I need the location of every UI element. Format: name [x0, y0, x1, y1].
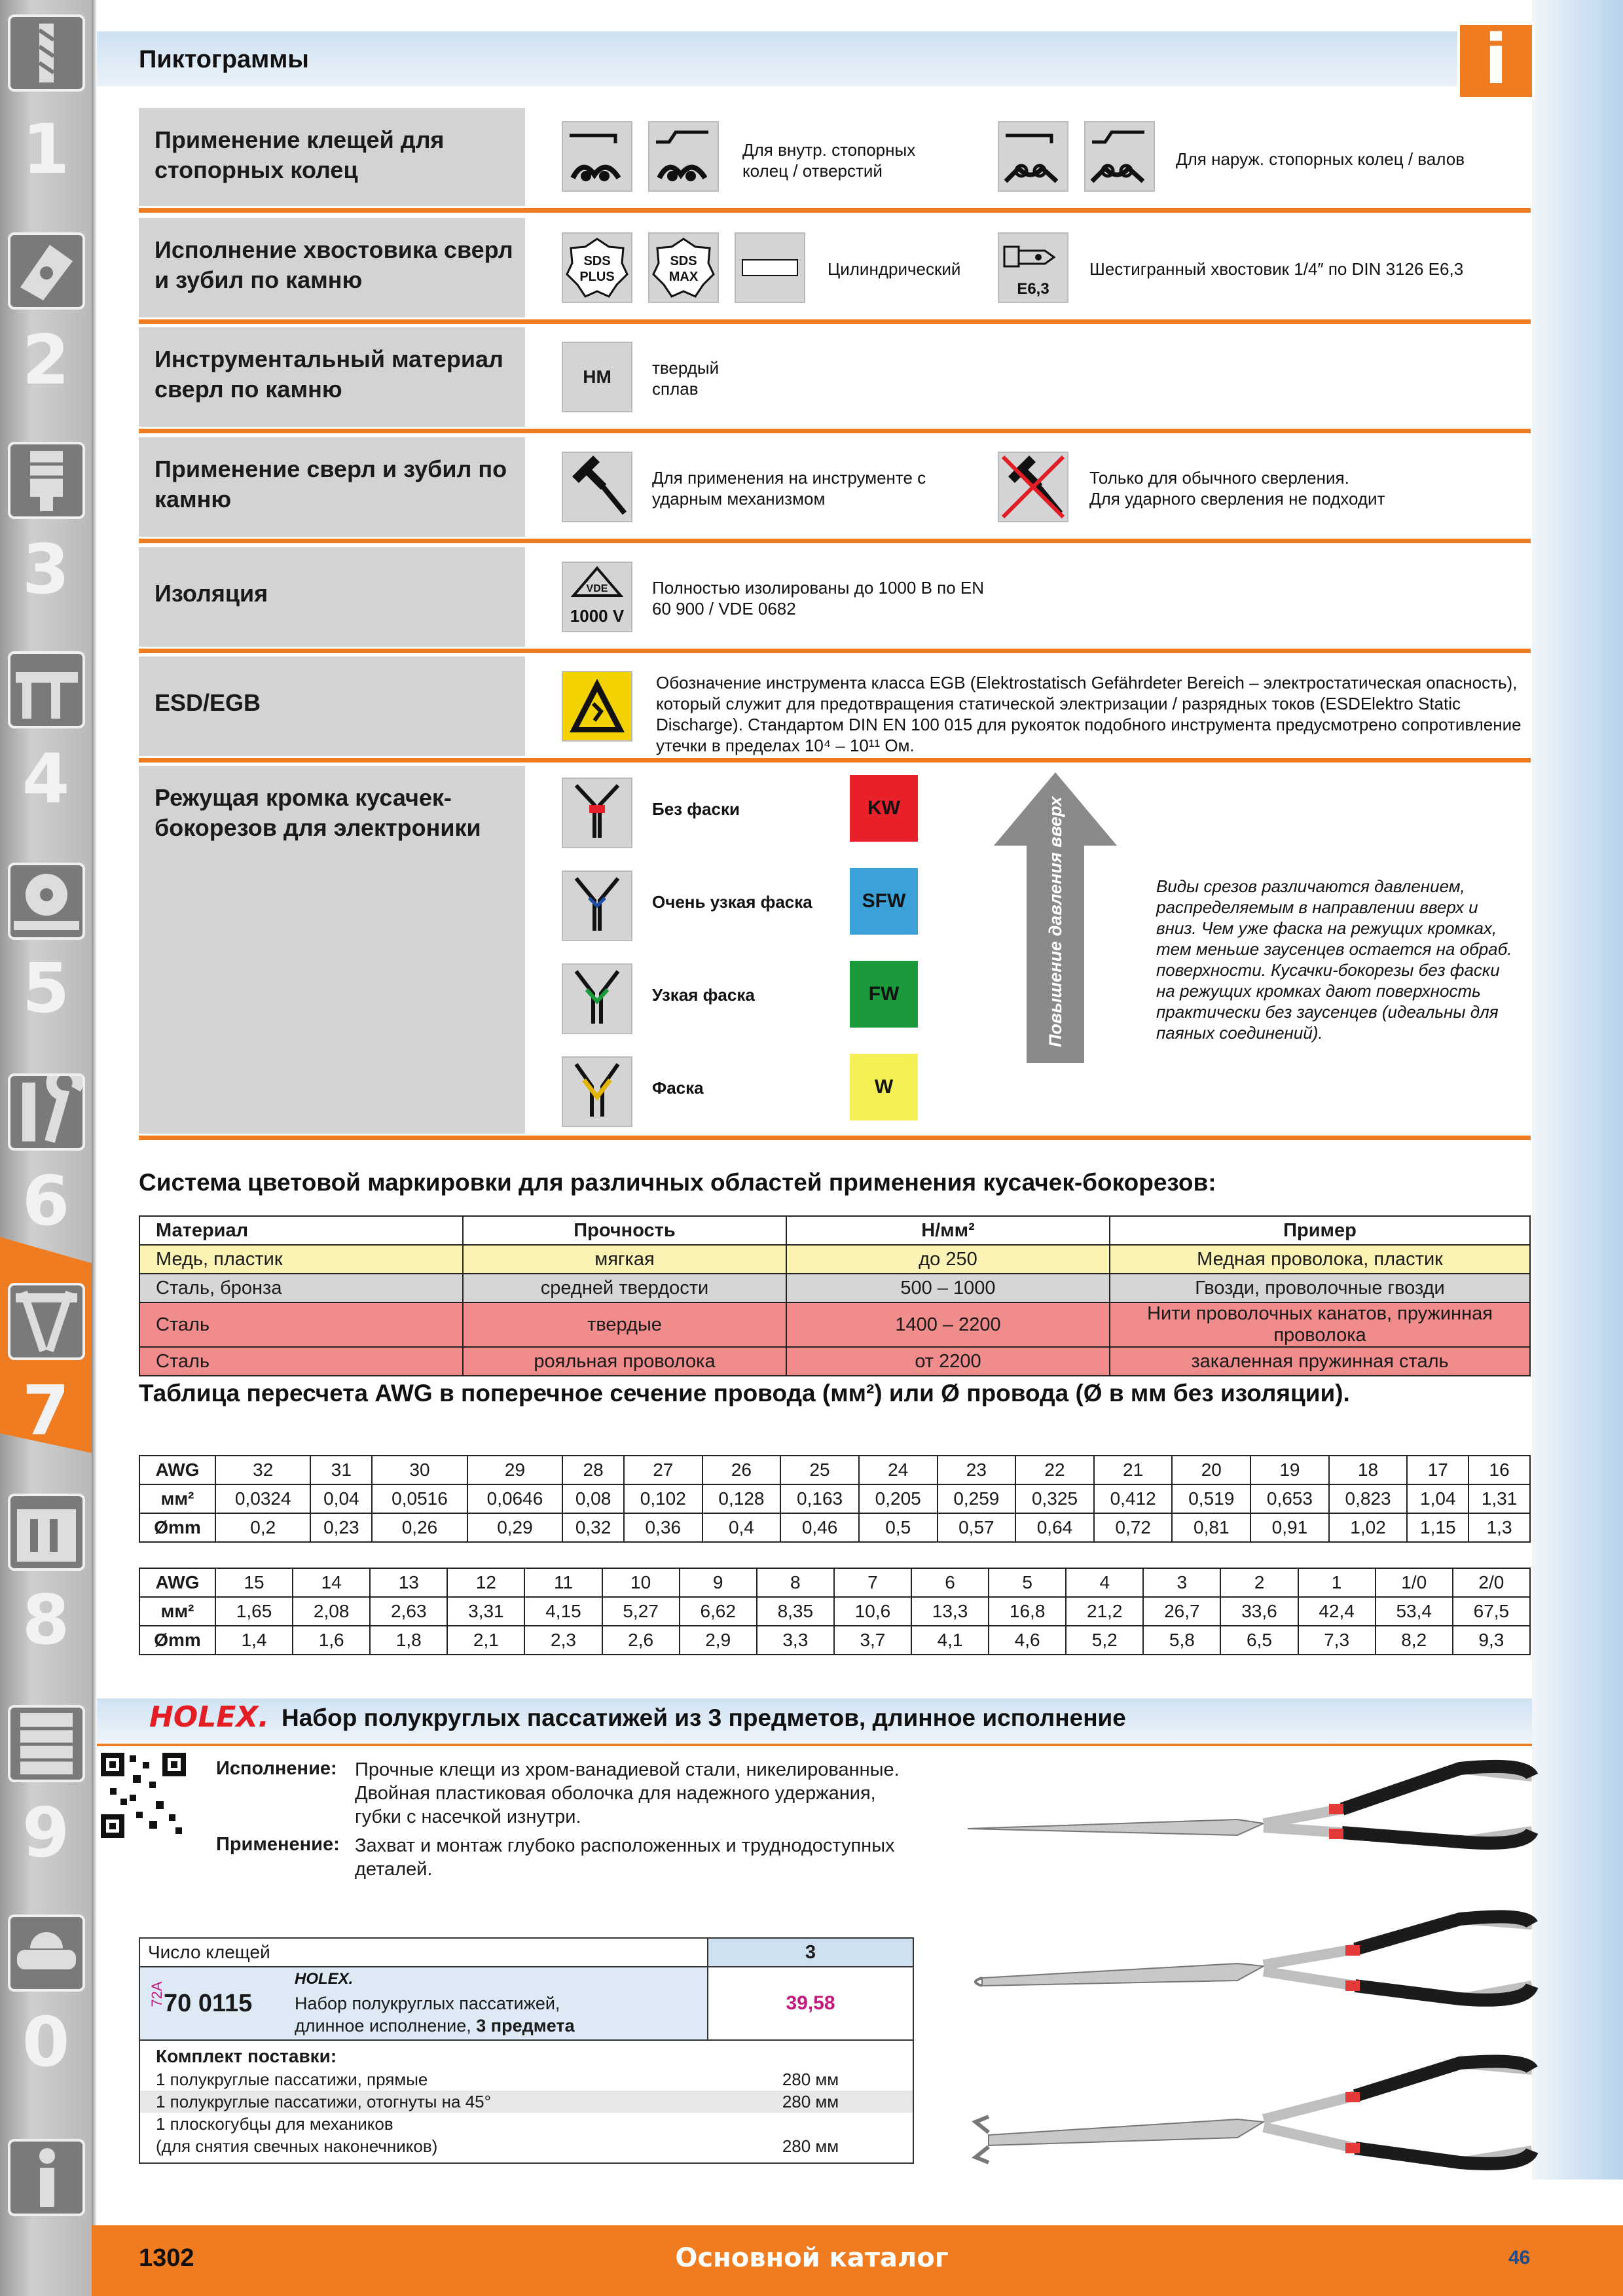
awg-cell: 21 [1094, 1456, 1173, 1484]
cylindrical-text: Цилиндрический [828, 259, 961, 279]
kit-item [140, 2068, 913, 2090]
awg-cell: 0,91 [1250, 1513, 1329, 1542]
awg-cell: 0,128 [702, 1484, 781, 1513]
product-header-line [97, 1744, 1532, 1746]
table-row [139, 1245, 1530, 1274]
awg-cell: 19 [1250, 1456, 1329, 1484]
edge-code-sfw: SFW [850, 868, 918, 935]
page-number: 1302 [139, 2244, 194, 2272]
awg-cell: 30 [372, 1456, 467, 1484]
awg-row-label: AWG [139, 1568, 215, 1597]
carbide-text: твердый сплав [652, 358, 720, 399]
toolbox-icon[interactable] [8, 1494, 85, 1571]
awg-cell: 0,205 [859, 1484, 938, 1513]
qr-code[interactable] [97, 1749, 190, 1842]
awg-cell: 23 [938, 1456, 1016, 1484]
kit-item-size: 280 мм [782, 2092, 839, 2111]
awg-cell: 22 [1015, 1456, 1094, 1484]
awg-cell: 0,72 [1094, 1513, 1173, 1542]
row-label: Применение сверл и зубил по камню [139, 437, 525, 537]
row-label: Режущая кромка кусачек-бокорезов для электроники [139, 766, 525, 1134]
kit-item [140, 2090, 913, 2113]
row-label: Инструментальный материал сверл по камню [139, 327, 525, 427]
table-cell: рояльная проволока [463, 1347, 786, 1376]
edge-note: Виды срезов различаются давлением, распределяемым в направлении вверх и вниз. Чем уже фаска на режущих кромках, тем меньше заусенцев остается на обраб. поверхности. Кусачки-бокорезы без фаски на режущих кромках дают поверхность практически без заусенцев (идеальны для паяных соединений). [1156, 876, 1512, 1043]
col-header: Пример [1110, 1216, 1530, 1245]
safety-gear-icon[interactable] [8, 1914, 85, 1992]
table-cell: Сталь [139, 1302, 463, 1347]
awg-cell: 4,15 [524, 1597, 602, 1626]
chapter-number-7[interactable]: 7 [22, 1371, 70, 1450]
awg-row-awg [139, 1456, 1530, 1484]
article-desc-line-1: Набор полукруглых пассатижей, [295, 1994, 560, 2013]
exec-text: Прочные клещи из хром-ванадиевой стали, никелированные. Двойная пластиковая оболочка для надежного удержания, губки с насечкой изнутри. [355, 1759, 900, 1827]
edge-name-2: Узкая фаска [652, 985, 755, 1005]
row-drill-application [139, 437, 1531, 537]
holex-small-logo: HOLEX. [295, 1970, 354, 1988]
color-table-title: Система цветовой маркировки для различных областей применения кусачек-бокорезов: [139, 1169, 1216, 1196]
awg-cell: 24 [859, 1456, 938, 1484]
table-cell: 1400 – 2200 [786, 1302, 1110, 1347]
chapter-number-0[interactable]: 0 [22, 2002, 70, 2082]
col-header: Прочность [463, 1216, 786, 1245]
cutting-insert-icon[interactable] [8, 232, 85, 310]
awg-cell: 26 [702, 1456, 781, 1484]
chapter-number-9[interactable]: 9 [22, 1793, 70, 1873]
awg-cell: 5,27 [602, 1597, 680, 1626]
pliers-mechanics [976, 2062, 1532, 2164]
awg-row-dia [139, 1626, 1530, 1655]
edge-code-fw: FW [850, 961, 918, 1028]
info-tab[interactable] [1457, 22, 1535, 99]
awg-cell: 0,36 [624, 1513, 702, 1542]
external-circlip-text: Для наруж. стопорных колец / валов [1176, 149, 1465, 169]
edge-code-w: W [850, 1054, 918, 1121]
row-divider [139, 539, 1531, 543]
svg-text:SDS: SDS [670, 254, 697, 268]
awg-cell: 21,2 [1066, 1597, 1143, 1626]
awg-row-label: Ømm [139, 1513, 215, 1542]
info-icon[interactable] [8, 2139, 85, 2216]
external-circlip-angled-icon [1084, 121, 1155, 192]
chapter-number-2[interactable]: 2 [22, 320, 70, 400]
kit-item-size: 280 мм [782, 2136, 839, 2156]
table-cell: Медь, пластик [139, 1245, 463, 1274]
awg-cell: 1/0 [1376, 1568, 1453, 1597]
awg-cell: 0,64 [1015, 1513, 1094, 1542]
article-desc-line-2 [295, 2015, 575, 2037]
pliers-icon[interactable] [8, 1283, 85, 1360]
chapter-number-3[interactable]: 3 [22, 529, 70, 609]
awg-cell: 5,2 [1066, 1626, 1143, 1655]
no-impact-line-1: Только для обычного сверления. [1089, 468, 1349, 488]
row-circlip-pliers [139, 108, 1531, 206]
kit-list [140, 2068, 913, 2157]
awg-cell: 2,63 [370, 1597, 447, 1626]
very-narrow-bevel-icon [562, 870, 632, 941]
article-desc-3: 3 предмета [476, 2016, 575, 2036]
awg-cell: 6,62 [680, 1597, 757, 1626]
kit-item [140, 2135, 913, 2157]
header-band [97, 31, 1532, 86]
cabinet-icon[interactable] [8, 1705, 85, 1782]
awg-cell: 31 [310, 1456, 372, 1484]
awg-cell: 27 [624, 1456, 702, 1484]
kit-item-name: 1 полукруглые пассатижи, прямые [156, 2070, 428, 2089]
awg-row-mm2 [139, 1484, 1530, 1513]
awg-cell: 10 [602, 1568, 680, 1597]
awg-cell: 7 [834, 1568, 911, 1597]
awg-cell: 2,1 [447, 1626, 524, 1655]
kit-section [140, 2041, 913, 2162]
col-header: Материал [139, 1216, 463, 1245]
awg-table-1 [139, 1455, 1531, 1543]
awg-cell: 4 [1066, 1568, 1143, 1597]
row-shank-type [139, 218, 1531, 317]
article-prefix: 72A [149, 1981, 165, 2007]
awg-cell: 0,04 [310, 1484, 372, 1513]
awg-cell: 2 [1220, 1568, 1298, 1597]
awg-cell: 0,519 [1172, 1484, 1250, 1513]
sds-plus-icon [562, 232, 632, 303]
row-divider [139, 758, 1531, 762]
awg-cell: 5 [989, 1568, 1066, 1597]
awg-title: Таблица пересчета AWG в поперечное сечение провода (мм²) или Ø провода (Ø в мм без изоляции). [139, 1380, 1350, 1407]
count-row [140, 1939, 913, 1967]
no-hammer-icon [998, 452, 1068, 522]
awg-cell: 1,15 [1407, 1513, 1468, 1542]
awg-row-label: Ømm [139, 1626, 215, 1655]
awg-cell: 0,259 [938, 1484, 1016, 1513]
row-esd [139, 656, 1531, 756]
info-icon: i [1484, 20, 1508, 99]
row-insulation [139, 547, 1531, 647]
awg-row-awg [139, 1568, 1530, 1597]
awg-cell: 0,0324 [215, 1484, 310, 1513]
row-divider [139, 429, 1531, 433]
edge-name-0: Без фаски [652, 799, 740, 819]
awg-cell: 3,3 [757, 1626, 834, 1655]
article-cell [140, 1967, 708, 2039]
footer-bar [92, 2225, 1623, 2296]
narrow-bevel-icon [562, 963, 632, 1034]
table-cell: средней твердости [463, 1274, 786, 1302]
awg-cell: 5,8 [1143, 1626, 1220, 1655]
awg-cell: 4,1 [911, 1626, 989, 1655]
table-cell: Нити проволочных канатов, пружинная проволока [1110, 1302, 1530, 1347]
row-label: ESD/EGB [139, 656, 525, 756]
row-cutting-edge [139, 766, 1531, 1134]
table-row [139, 1302, 1530, 1347]
sds-plus-text: SDS [583, 254, 611, 268]
awg-cell: 15 [215, 1568, 293, 1597]
row-divider [139, 1136, 1531, 1140]
awg-cell: 3,7 [834, 1626, 911, 1655]
hex-shank-text: Шестигранный хвостовик 1/4″ по DIN 3126 E6,3 [1089, 259, 1464, 279]
awg-cell: 0,23 [310, 1513, 372, 1542]
edge-name-1: Очень узкая фаска [652, 892, 812, 912]
table-header-row [139, 1216, 1530, 1245]
awg-cell: 10,6 [834, 1597, 911, 1626]
chapter-number-1[interactable]: 1 [22, 109, 70, 189]
awg-cell: 0,4 [702, 1513, 781, 1542]
awg-cell: 16,8 [989, 1597, 1066, 1626]
row-divider [139, 649, 1531, 653]
awg-cell: 20 [1172, 1456, 1250, 1484]
row-label: Применение клещей для стопорных колец [139, 108, 525, 206]
awg-table-2 [139, 1568, 1531, 1655]
awg-cell: 42,4 [1298, 1597, 1376, 1626]
awg-cell: 2/0 [1453, 1568, 1530, 1597]
external-circlip-icon [998, 121, 1068, 192]
awg-cell: 0,5 [859, 1513, 938, 1542]
row-label: Исполнение хвостовика сверл и зубил по камню [139, 218, 525, 317]
exec-label: Исполнение: [216, 1758, 337, 1779]
awg-cell: 3 [1143, 1568, 1220, 1597]
esd-icon [562, 671, 632, 742]
awg-cell: 12 [447, 1568, 524, 1597]
article-row[interactable] [140, 1967, 913, 2041]
color-code-table [139, 1215, 1531, 1376]
product-title: Набор полукруглых пассатижей из 3 предметов, длинное исполнение [282, 1704, 1126, 1731]
awg-cell: 11 [524, 1568, 602, 1597]
awg-cell: 28 [562, 1456, 624, 1484]
awg-cell: 29 [467, 1456, 562, 1484]
table-cell: 500 – 1000 [786, 1274, 1110, 1302]
chuck-icon[interactable] [8, 442, 85, 519]
awg-cell: 1,31 [1468, 1484, 1530, 1513]
catalog-name: Основной каталог [675, 2243, 949, 2273]
awg-cell: 67,5 [1453, 1597, 1530, 1626]
page-title: Пиктограммы [139, 46, 309, 73]
insulation-text: Полностью изолированы до 1000 В по EN 60 900 / VDE 0682 [652, 578, 985, 619]
article-desc-2: длинное исполнение, [295, 2016, 477, 2036]
chapter-number-5[interactable]: 5 [22, 948, 70, 1028]
row-divider [139, 208, 1531, 213]
cylindrical-shank-icon [735, 232, 805, 303]
kit-item [140, 2113, 913, 2135]
article-desc [295, 1992, 575, 2037]
awg-cell: 2,3 [524, 1626, 602, 1655]
awg-cell: 7,3 [1298, 1626, 1376, 1655]
awg-cell: 26,7 [1143, 1597, 1220, 1626]
article-number[interactable]: 70 0115 [164, 1990, 253, 2017]
pliers-illustration [962, 1755, 1539, 2187]
row-material [139, 327, 1531, 427]
table-cell: закаленная пружинная сталь [1110, 1347, 1530, 1376]
hex-size-label: E6,3 [1017, 280, 1049, 298]
awg-cell: 2,6 [602, 1626, 680, 1655]
edge-name-3: Фаска [652, 1078, 704, 1098]
right-margin-band [1532, 0, 1623, 2179]
awg-cell: 0,412 [1094, 1484, 1173, 1513]
no-bevel-edge-icon [562, 778, 632, 848]
awg-row-dia [139, 1513, 1530, 1542]
awg-cell: 1,65 [215, 1597, 293, 1626]
awg-cell: 0,653 [1250, 1484, 1329, 1513]
table-row [139, 1347, 1530, 1376]
kit-title: Комплект поставки: [156, 2046, 337, 2066]
kit-item-name: (для снятия свечных наконечников) [156, 2136, 438, 2156]
no-impact-line-2: Для ударного сверления не подходит [1089, 489, 1385, 509]
saw-blade-icon[interactable] [8, 863, 85, 940]
price: 39,58 [786, 1992, 835, 2014]
wrench-icon[interactable] [8, 1073, 85, 1151]
sidebar-shadow [92, 0, 97, 2296]
awg-cell: 33,6 [1220, 1597, 1298, 1626]
sds-max-icon [648, 232, 719, 303]
internal-circlip-text: Для внутр. стопорных колец / отверстий [742, 140, 916, 181]
awg-cell: 0,102 [624, 1484, 702, 1513]
awg-cell: 0,57 [938, 1513, 1016, 1542]
kit-item-name: 1 плоскогубцы для механиков [156, 2114, 393, 2134]
pliers-straight [968, 1767, 1532, 1843]
vde-1000v-icon [562, 562, 632, 632]
awg-cell: 1 [1298, 1568, 1376, 1597]
product-order-table [139, 1937, 914, 2164]
kit-item-size [708, 2113, 913, 2135]
table-cell: от 2200 [786, 1347, 1110, 1376]
awg-cell: 9 [680, 1568, 757, 1597]
chapter-number-4[interactable]: 4 [22, 739, 70, 819]
awg-cell: 0,46 [780, 1513, 859, 1542]
holex-logo: HOLEX. [149, 1700, 269, 1734]
awg-row-label: мм² [139, 1597, 215, 1626]
awg-cell: 0,163 [780, 1484, 859, 1513]
table-cell: мягкая [463, 1245, 786, 1274]
awg-cell: 17 [1407, 1456, 1468, 1484]
bevel-icon [562, 1056, 632, 1127]
no-impact-text [1089, 467, 1508, 509]
awg-cell: 1,4 [215, 1626, 293, 1655]
table-cell: до 250 [786, 1245, 1110, 1274]
awg-cell: 6 [911, 1568, 989, 1597]
table-cell: твердые [463, 1302, 786, 1347]
awg-cell: 0,08 [562, 1484, 624, 1513]
awg-cell: 1,02 [1329, 1513, 1408, 1542]
awg-cell: 0,325 [1015, 1484, 1094, 1513]
volt-label: 1000 V [570, 606, 625, 626]
hm-badge: HM [562, 342, 632, 412]
awg-cell: 8,2 [1376, 1626, 1453, 1655]
chapter-sidebar [0, 0, 92, 2296]
awg-cell: 0,0646 [467, 1484, 562, 1513]
col-header: Н/мм² [786, 1216, 1110, 1245]
edge-code-kw: KW [850, 775, 918, 842]
awg-cell: 2,9 [680, 1626, 757, 1655]
esd-text: Обозначение инструмента класса EGB (Elektrostatisch Gefährdeter Bereich – электростатическая опасность), который служит для предотвращения статической электризации / разрядных токов (ESDElektro Static Discharge). Стандартом DIN EN 100 015 для рукояток подобного инструмента предусмотрено сопротивление утечки в пределах 10⁴ – 10¹¹ Ом. [656, 673, 1522, 755]
awg-cell: 0,823 [1329, 1484, 1408, 1513]
drill-icon[interactable] [8, 14, 85, 92]
awg-cell: 13,3 [911, 1597, 989, 1626]
awg-cell: 1,8 [370, 1626, 447, 1655]
count-label: Число клещей [140, 1939, 708, 1966]
awg-cell: 0,26 [372, 1513, 467, 1542]
hex-shank-icon [998, 232, 1068, 303]
awg-cell: 6,5 [1220, 1626, 1298, 1655]
table-row [139, 1274, 1530, 1302]
chapter-number-6[interactable]: 6 [22, 1161, 70, 1241]
awg-cell: 1,3 [1468, 1513, 1530, 1542]
hammer-icon [562, 452, 632, 522]
sheet-number: 46 [1508, 2247, 1531, 2269]
arrow-label: Повышение давления вверх [1046, 796, 1065, 1047]
awg-cell: 16 [1468, 1456, 1530, 1484]
awg-cell: 25 [780, 1456, 859, 1484]
awg-cell: 53,4 [1376, 1597, 1453, 1626]
impact-text: Для применения на инструменте с ударным механизмом [652, 468, 926, 509]
awg-cell: 0,81 [1172, 1513, 1250, 1542]
awg-cell: 13 [370, 1568, 447, 1597]
awg-cell: 32 [215, 1456, 310, 1484]
awg-cell: 8 [757, 1568, 834, 1597]
row-label: Изоляция [139, 547, 525, 647]
awg-cell: 1,6 [293, 1626, 370, 1655]
awg-cell: 9,3 [1453, 1626, 1530, 1655]
awg-row-mm2 [139, 1597, 1530, 1626]
pliers-bent-45 [976, 1916, 1532, 2000]
awg-cell: 0,2 [215, 1513, 310, 1542]
table-cell: Медная проволока, пластик [1110, 1245, 1530, 1274]
awg-row-label: мм² [139, 1484, 215, 1513]
awg-cell: 0,32 [562, 1513, 624, 1542]
awg-cell: 2,08 [293, 1597, 370, 1626]
app-label: Применение: [216, 1834, 340, 1855]
awg-cell: 0,0516 [372, 1484, 467, 1513]
row-divider [139, 319, 1531, 324]
awg-cell: 8,35 [757, 1597, 834, 1626]
internal-circlip-icon [562, 121, 632, 192]
arrow-label-wrap [1003, 796, 1108, 1047]
table-cell: Сталь [139, 1347, 463, 1376]
awg-cell: 18 [1329, 1456, 1408, 1484]
svg-text:MAX: MAX [668, 270, 699, 284]
svg-text:VDE: VDE [586, 583, 608, 594]
awg-cell: 1,04 [1407, 1484, 1468, 1513]
table-cell: Сталь, бронза [139, 1274, 463, 1302]
awg-cell: 4,6 [989, 1626, 1066, 1655]
awg-cell: 3,31 [447, 1597, 524, 1626]
table-cell: Гвозди, проволочные гвозди [1110, 1274, 1530, 1302]
awg-cell: 14 [293, 1568, 370, 1597]
internal-circlip-angled-icon [648, 121, 719, 192]
caliper-icon[interactable] [8, 651, 85, 728]
awg-row-label: AWG [139, 1456, 215, 1484]
count-value: 3 [708, 1939, 913, 1966]
svg-text:PLUS: PLUS [579, 270, 615, 284]
chapter-number-8[interactable]: 8 [22, 1580, 70, 1660]
kit-item-size: 280 мм [782, 2070, 839, 2089]
kit-item-name: 1 полукруглые пассатижи, отогнуты на 45° [156, 2092, 492, 2111]
app-text: Захват и монтаж глубоко расположенных и труднодоступных деталей. [355, 1835, 895, 1880]
awg-cell: 0,29 [467, 1513, 562, 1542]
